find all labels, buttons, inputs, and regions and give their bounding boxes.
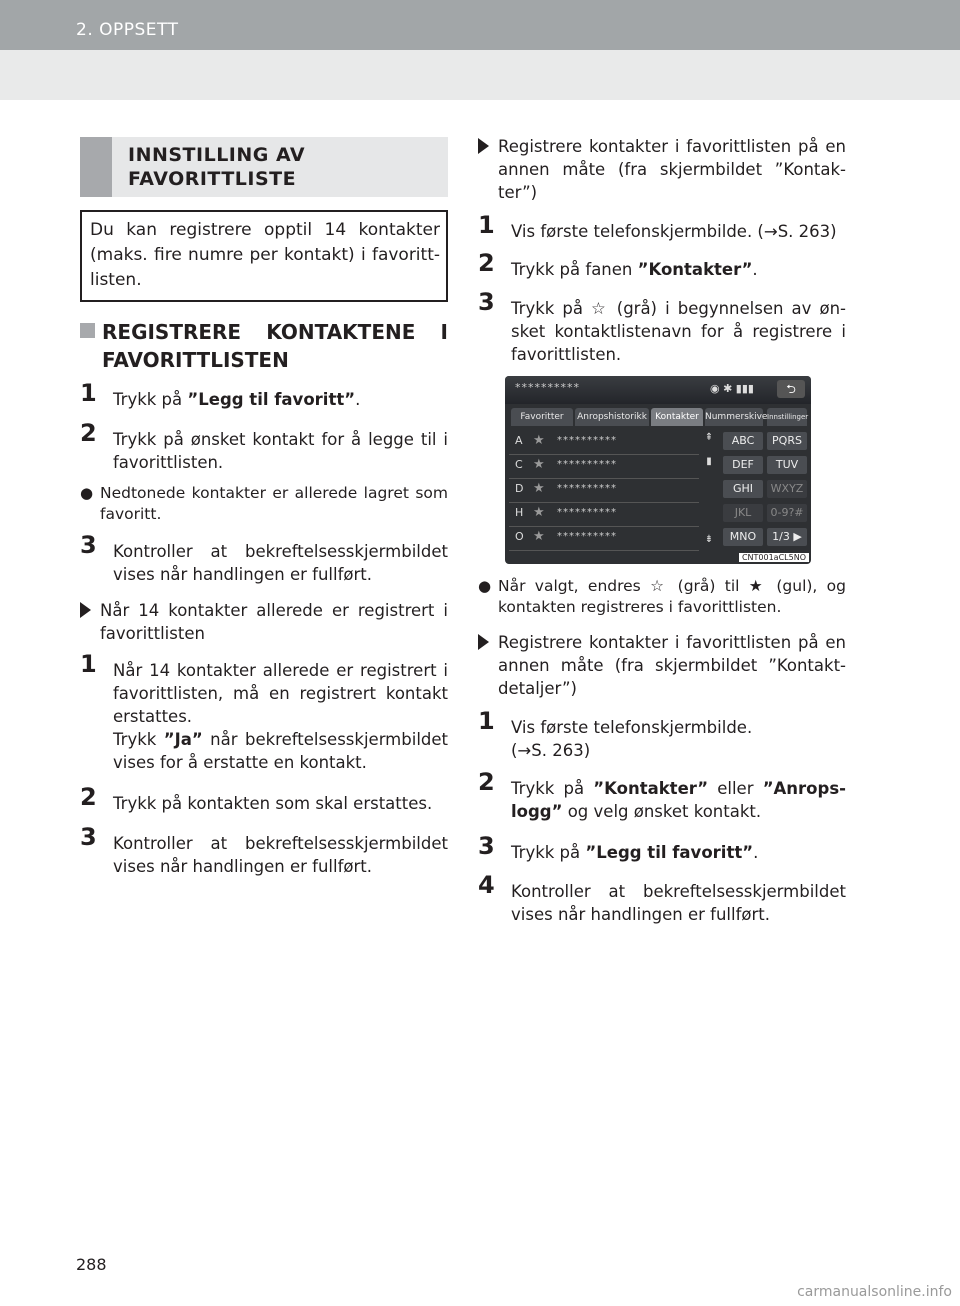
header-bar (0, 0, 960, 50)
step-number: 3 (80, 531, 97, 559)
tab-favoritter[interactable]: Favoritter (511, 408, 573, 426)
step-text: Trykk på ønsket kontakt for å legge til i favorittlisten. (113, 430, 448, 472)
tab-nummerskive[interactable]: Nummerskive (705, 408, 763, 426)
step-text: Trykk på ”Legg til favoritt”. (113, 390, 361, 409)
triangle-right-icon (478, 138, 489, 154)
contact-name: ********** (557, 459, 617, 470)
contact-row[interactable] (509, 478, 699, 503)
step-text: Vis første telefonskjermbilde. (→S. 263) (511, 222, 837, 241)
contact-row[interactable] (509, 502, 699, 527)
tab-kontakter[interactable]: Kontakter (651, 408, 703, 426)
index-letter: C (515, 458, 523, 471)
note-text: Når valgt, endres ☆ (grå) til ★ (gul), og kontakten registreres i favorittlisten. (498, 577, 846, 616)
step-text: Trykk på kontakten som skal erstattes. (113, 794, 433, 813)
watermark[interactable]: carmanualsonline.info (797, 1284, 952, 1300)
key-mno[interactable]: MNO (723, 528, 763, 546)
step-number: 2 (478, 249, 495, 277)
list-scrollbar[interactable] (702, 432, 716, 550)
bullet-dot-icon: ● (478, 577, 492, 595)
step-number: 2 (80, 419, 97, 447)
arrow-text: Når 14 kontakter allerede er registrert i favorittlisten (100, 601, 448, 643)
back-button[interactable]: ⮌ (777, 380, 805, 398)
index-letter: D (515, 482, 524, 495)
contact-row[interactable] (509, 454, 699, 479)
contact-name: ********** (557, 483, 617, 494)
screen-status-bar (505, 376, 811, 404)
step-number: 4 (478, 871, 495, 899)
section-heading: INNSTILLING AV FAVORITTLISTE (128, 144, 306, 190)
arrow-text: Registrere kontakter i favorittlisten på en annen måte (fra skjermbildet ”Kontak-ter”) (498, 137, 846, 202)
step-number: 1 (478, 211, 495, 239)
key-ghi[interactable]: GHI (723, 480, 763, 498)
key-pqrs[interactable]: PQRS (767, 432, 807, 450)
scroll-top-icon[interactable]: ⇞ (704, 432, 714, 443)
star-icon[interactable]: ★ (533, 481, 545, 496)
step-number: 1 (80, 379, 97, 407)
contact-name: ********** (557, 507, 617, 518)
contact-name: ********** (557, 531, 617, 542)
key-jkl[interactable]: JKL (723, 504, 763, 522)
star-icon[interactable]: ★ (533, 505, 545, 520)
key-abc[interactable]: ABC (723, 432, 763, 450)
step-text: Trykk på ”Kontakter” eller ”Anrops-logg” og velg ønsket kontakt. (511, 779, 847, 821)
section-title: 2. OPPSETT (76, 20, 179, 40)
screen-tabs (509, 408, 807, 426)
tab-innstillinger[interactable]: Innstillinger (767, 408, 807, 426)
step-number: 1 (80, 650, 97, 678)
step-text: Kontroller at bekreftelsesskjermbildet vises når handlingen er fullført. (511, 882, 846, 924)
subheading-text: REGISTRERE KONTAKTENE I FAVORITTLISTEN (102, 320, 448, 372)
page-number: 288 (76, 1255, 107, 1274)
contact-row[interactable] (509, 526, 699, 551)
key-def[interactable]: DEF (723, 456, 763, 474)
index-letter: H (515, 506, 524, 519)
key-tuv[interactable]: TUV (767, 456, 807, 474)
status-icons: ◉ ✱ ▮▮▮ (710, 382, 754, 395)
triangle-right-icon (80, 602, 91, 618)
step-text: Trykk på ☆ (grå) i begynnelsen av øn-sket kontaktlistenavn for å registrere i favorittlisten. (511, 299, 846, 364)
intro-box (80, 210, 448, 302)
step-number: 3 (478, 288, 495, 316)
scroll-bottom-icon[interactable]: ⇟ (704, 534, 714, 545)
step-text: Trykk på fanen ”Kontakter”. (511, 260, 758, 279)
header-subbar (0, 50, 960, 100)
step-text: Kontroller at bekreftelsesskjermbildet vises når handlingen er fullført. (113, 542, 448, 584)
index-letter: O (515, 530, 524, 543)
key-wxyz[interactable]: WXYZ (767, 480, 807, 498)
step-text: Når 14 kontakter allerede er registrert i favorittlisten, må en registrert kontakt erstattes. Trykk ”Ja” når bekreftelsesskjermbildet vises for å erstatte en kontakt. (113, 661, 448, 772)
tab-anropshistorikk[interactable]: Anropshistorikk (575, 408, 649, 426)
screen-title: ********** (515, 381, 580, 394)
step-number: 1 (478, 707, 495, 735)
index-letter: A (515, 434, 523, 447)
step-number: 3 (478, 832, 495, 860)
title-strip (80, 137, 112, 197)
subheading-marker (80, 323, 95, 338)
step-number: 3 (80, 823, 97, 851)
bullet-dot-icon: ● (80, 484, 94, 502)
step-text: Kontroller at bekreftelsesskjermbildet vises når handlingen er fullført. (113, 834, 448, 876)
arrow-text: Registrere kontakter i favorittlisten på en annen måte (fra skjermbildet ”Kontakt-detaljer”) (498, 633, 846, 698)
key-page[interactable]: 1/3 ▶ (767, 528, 807, 546)
key-digits[interactable]: 0-9?# (767, 504, 807, 522)
step-text: Trykk på ”Legg til favoritt”. (511, 843, 759, 862)
star-icon[interactable]: ★ (533, 457, 545, 472)
contact-name: ********** (557, 435, 617, 446)
step-number: 2 (478, 768, 495, 796)
scroll-bar-icon[interactable]: ▮ (706, 456, 712, 467)
triangle-right-icon (478, 634, 489, 650)
step-number: 2 (80, 783, 97, 811)
star-icon[interactable]: ★ (533, 433, 545, 448)
contact-row[interactable] (509, 430, 699, 455)
figure-code: CNT001aCL5NO (739, 553, 809, 562)
section-title-box (80, 137, 448, 197)
step-text: Vis første telefonskjermbilde. (→S. 263) (511, 718, 753, 760)
phone-contacts-screen (505, 376, 811, 564)
note-text: Nedtonede kontakter er allerede lagret som favoritt. (100, 484, 448, 523)
star-icon[interactable]: ★ (533, 529, 545, 544)
intro-text: Du kan registrere opptil 14 kontakter (maks. fire numre per kontakt) i favoritt-listen. (90, 220, 440, 290)
